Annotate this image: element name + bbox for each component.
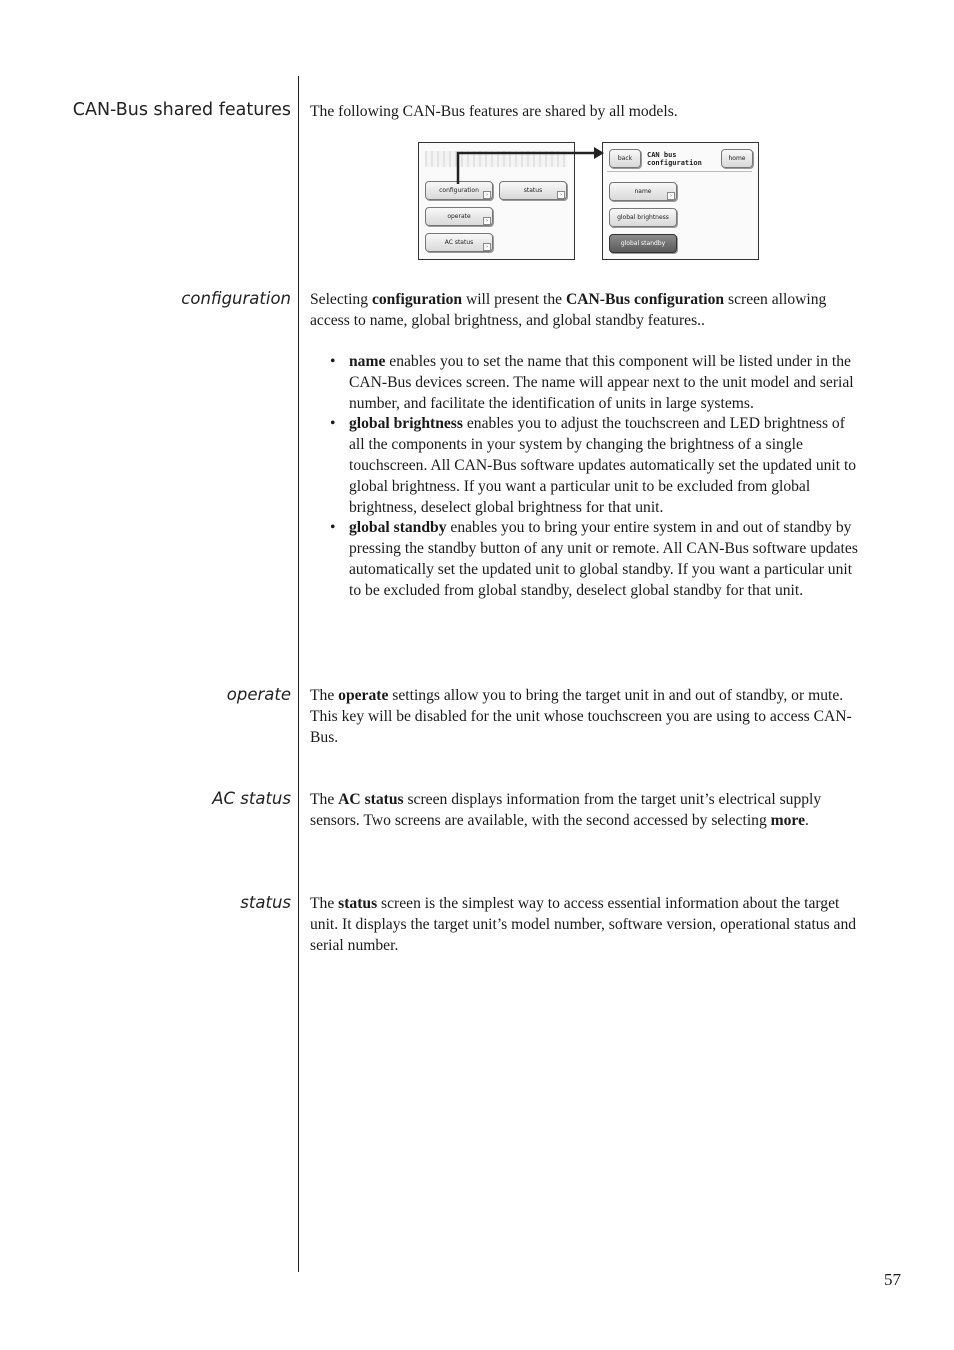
list-item-global-standby: • global standby enables you to bring your entire system in and out of standby by pressing the standby button of any unit or remote. All CAN-Bus software updates automatically set the updated unit to global standby. If you want a particular unit to be excluded from global standby, deselect global standby for that unit. [330,519,858,599]
configuration-feature-list [330,352,860,602]
button-home: home [721,149,753,168]
screen-title: CAN bus configuration [647,151,702,167]
list-item-global-brightness: • global brightness enables you to adjust the touchscreen and LED brightness of all the components in your system by changing the brightness of a single touchscreen. All CAN-Bus software updates automatically set the updated unit to global brightness. If you want a particular unit to be excluded from global brightness, deselect global brightness for that unit. [330,415,857,516]
status-paragraph: The status screen is the simplest way to access essential information about the target unit. It displays the target unit’s model number, software version, operational status and serial number. [310,895,857,954]
bullet: • [330,519,336,537]
button-name: name › [609,182,677,201]
button-global-standby: global standby [609,234,677,253]
subheading-configuration: configuration [181,289,291,308]
chevron-icon: › [483,243,491,251]
subheading-status: status [240,893,291,912]
configuration-paragraph: Selecting configuration will present the CAN-Bus configuration screen allowing access to name, global brightness, and global standby features.. [310,291,827,329]
button-status: status › [499,181,567,200]
screen-can-bus-configuration [602,142,759,260]
screen-divider [607,171,752,172]
button-operate: operate › [425,207,493,226]
page-number: 57 [884,1270,901,1289]
section-heading: CAN-Bus shared features [72,100,291,120]
bullet: • [330,353,336,370]
connector-arrow [450,146,610,186]
subheading-ac-status: AC status [212,789,291,808]
bullet: • [330,415,336,433]
list-item-name: • name enables you to set the name that this component will be listed under in the CAN-Bus devices screen. The name will appear next to the unit model and serial number, and facilitate the identification of units in large systems. [330,353,854,412]
ac-status-paragraph: The AC status screen displays information from the target unit’s electrical supply sensors. Two screens are available, with the second accessed by selecting more. [310,791,822,829]
vertical-divider [298,76,299,1272]
chevron-icon: › [667,192,675,200]
chevron-icon: › [557,191,565,199]
subheading-operate: operate [226,685,291,704]
chevron-icon: › [483,191,491,199]
chevron-icon: › [483,217,491,225]
button-back: back [609,149,641,168]
button-ac-status: AC status › [425,233,493,252]
button-configuration: configuration › [425,181,493,200]
button-global-brightness: global brightness [609,208,677,227]
intro-paragraph: The following CAN-Bus features are shared by all models. [310,103,678,120]
operate-paragraph: The operate settings allow you to bring the target unit in and out of standby, or mute. This key will be disabled for the unit whose touchscreen you are using to access CAN-Bus. [310,687,852,746]
